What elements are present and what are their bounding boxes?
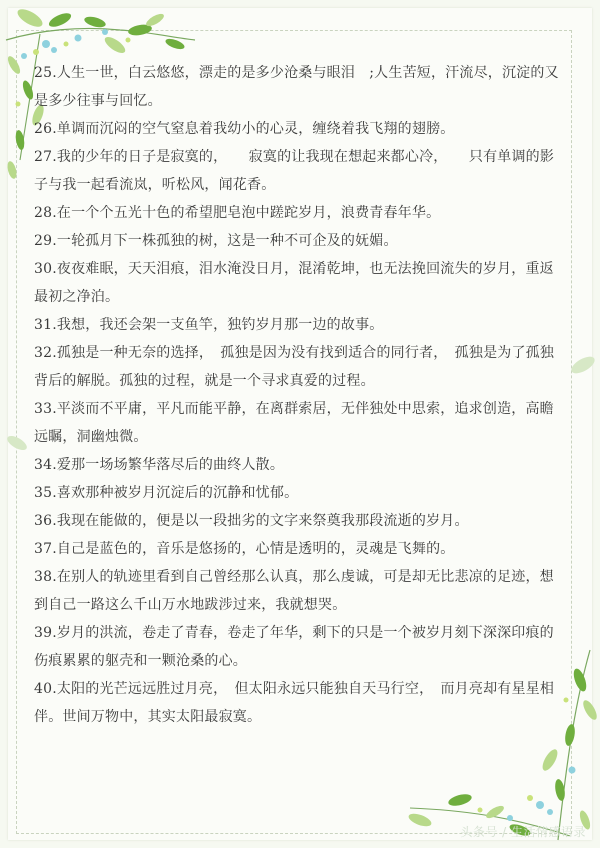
leaf-decoration-right [568, 350, 598, 380]
quote-34: 34.爱那一场场繁华落尽后的曲终人散。 [34, 457, 285, 473]
quote-29: 29.一轮孤月下一株孤独的树，这是一种不可企及的妩媚。 [34, 233, 398, 249]
quote-31: 31.我想，我还会架一支鱼竿，独钓岁月那一边的故事。 [34, 317, 384, 333]
quote-35: 35.喜欢那种被岁月沉淀后的沉静和忧郁。 [34, 485, 299, 501]
leaf-decoration-left [4, 430, 30, 456]
quote-list [34, 59, 568, 731]
quote-38: 38.在别人的轨迹里看到自己曾经那么认真，那么虔诚，可是却无比悲凉的足迹，想到自己一路这么千山万水地跋涉过来，我就想哭。 [34, 569, 554, 613]
quote-33: 33.平淡而不平庸，平凡而能平静，在离群索居，无伴独处中思索，追求创造，高瞻远瞩，洞幽烛微。 [34, 401, 554, 445]
quote-26: 26.单调而沉闷的空气窒息着我幼小的心灵，缠绕着我飞翔的翅膀。 [34, 121, 455, 137]
quote-40: 40.太阳的光芒远远胜过月亮， 但太阳永远只能独自天马行空， 而月亮却有星星相伴。世间万物中，其实太阳最寂寞。 [34, 681, 555, 725]
quote-37: 37.自己是蓝色的，音乐是悠扬的，心情是透明的，灵魂是飞舞的。 [34, 541, 455, 557]
quote-39: 39.岁月的洪流，卷走了青春，卷走了年华，剩下的只是一个被岁月刻下深深印痕的伤痕累累的躯壳和一颗沧桑的心。 [34, 625, 554, 669]
watermark: 头条号 / 生活情感语录 [460, 825, 586, 839]
quote-30: 30.夜夜难眠，天天泪痕，泪水淹没日月，混淆乾坤，也无法挽回流失的岁月，重返最初之净泊。 [34, 261, 554, 305]
quote-28: 28.在一个个五光十色的希望肥皂泡中蹉跎岁月，浪费青春年华。 [34, 205, 441, 221]
quote-27: 27.我的少年的日子是寂寞的， 寂寞的让我现在想起来都心冷， 只有单调的影子与我一起看流岚，听松风，闻花香。 [34, 149, 555, 193]
quote-32: 32.孤独是一种无奈的选择， 孤独是因为没有找到适合的同行者， 孤独是为了孤独背后的解脱。孤独的过程，就是一个寻求真爱的过程。 [34, 345, 555, 389]
quote-36: 36.我现在能做的，便是以一段拙劣的文字来祭奠我那段流逝的岁月。 [34, 513, 469, 529]
quote-25: 25.人生一世，白云悠悠，漂走的是多少沧桑与眼泪 ;人生苦短，汗流尽，沉淀的又是多少往事与回忆。 [34, 65, 559, 109]
